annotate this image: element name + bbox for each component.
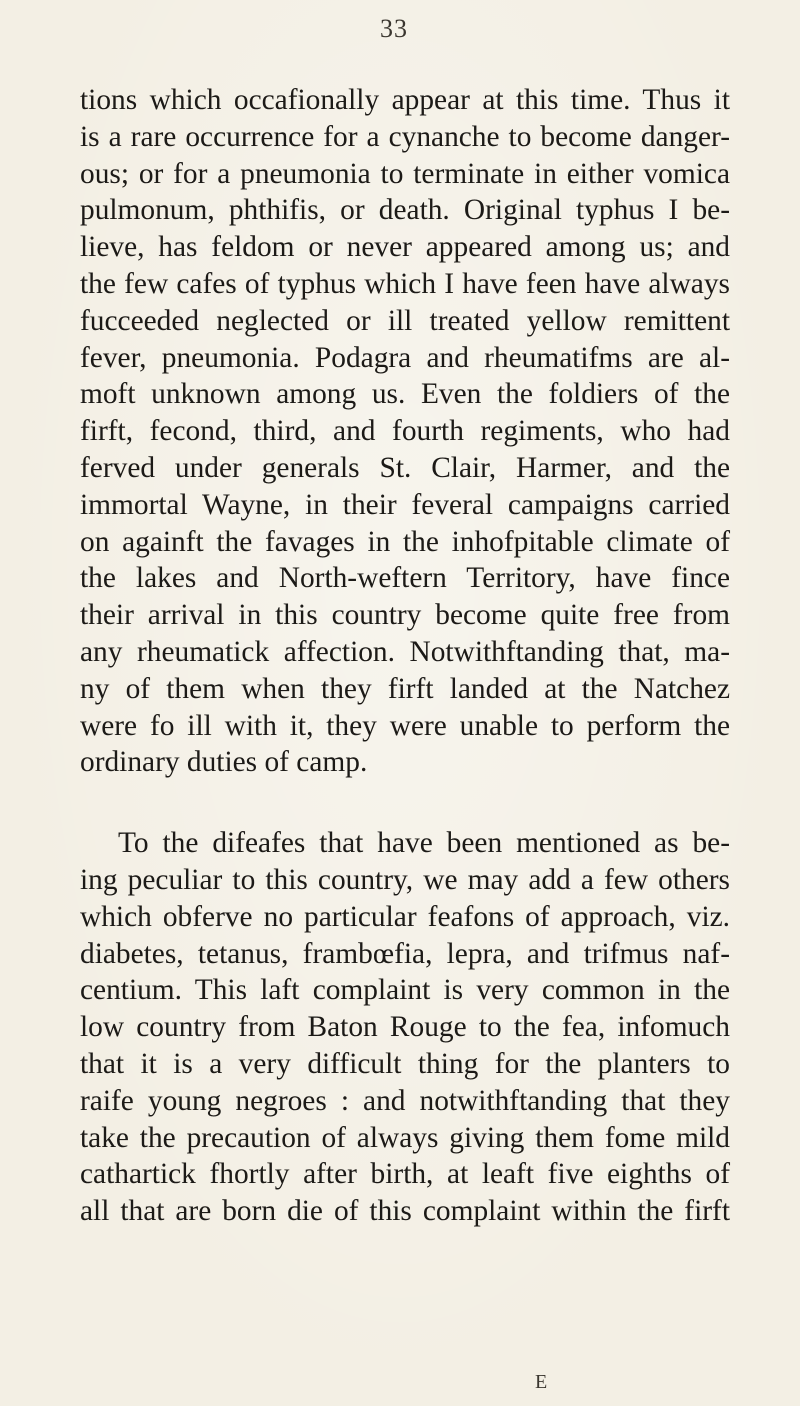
body-text: [80, 82, 730, 1230]
text-line: which obferve no particular feafons of approach, viz.: [80, 900, 730, 933]
text-line: moft unknown among us. Even the foldiers of the: [80, 378, 730, 411]
text-line: firft, fecond, third, and fourth regiments, who had: [80, 415, 730, 448]
text-line: ous; or for a pneumonia to terminate in either vomica: [80, 157, 730, 190]
text-line: ny of them when they firft landed at the Natchez: [80, 672, 730, 705]
text-line: To the difeafes that have been mentioned as be-: [118, 827, 730, 860]
text-line: tions which occafionally appear at this time. Thus it: [80, 84, 730, 116]
text-line: centium. This laft complaint is very common in the: [80, 974, 730, 1007]
text-line: on againft the favages in the inhofpitable climate of: [80, 525, 730, 558]
signature-mark: E: [535, 1371, 548, 1393]
text-line: take the precaution of always giving them fome mild: [80, 1121, 730, 1154]
text-line: all that are born die of this complaint within the firft: [80, 1195, 730, 1228]
text-line: ferved under generals St. Clair, Harmer, and the: [80, 451, 730, 484]
text-line: that it is a very difficult thing for the planters to: [80, 1047, 730, 1080]
text-line: the lakes and North-weftern Territory, have fince: [80, 562, 730, 595]
text-line: any rheumatick affection. Notwithftanding that, ma-: [80, 635, 730, 668]
text-line: is a rare occurrence for a cynanche to become danger-: [80, 120, 730, 153]
text-line: lieve, has feldom or never appeared among us; and: [80, 231, 730, 264]
paragraph-2: [80, 825, 730, 1230]
text-line: ing peculiar to this country, we may add a few others: [80, 863, 730, 896]
text-line: ordinary duties of camp.: [80, 746, 368, 779]
text-line: the few cafes of typhus which I have feen have always: [80, 267, 730, 300]
text-line: were fo ill with it, they were unable to perform the: [80, 709, 730, 742]
text-line: diabetes, tetanus, frambœfia, lepra, and trifmus naf-: [80, 937, 730, 970]
text-line: pulmonum, phthifis, or death. Original typhus I be-: [80, 194, 730, 227]
text-line: fever, pneumonia. Podagra and rheumatifms are al-: [80, 341, 730, 374]
text-line: their arrival in this country become quite free from: [80, 599, 730, 632]
text-line: fucceeded neglected or ill treated yellow remittent: [80, 304, 730, 337]
text-line: low country from Baton Rouge to the fea, infomuch: [80, 1011, 730, 1044]
page-number: 33: [380, 14, 408, 43]
text-line: immortal Wayne, in their feveral campaigns carried: [80, 488, 730, 521]
paragraph-gap: [80, 781, 730, 825]
text-line: cathartick fhortly after birth, at leaft five eighths of: [80, 1158, 730, 1191]
paragraph-1: [80, 82, 730, 781]
text-line: raife young negroes : and notwithftanding that they: [80, 1084, 730, 1117]
